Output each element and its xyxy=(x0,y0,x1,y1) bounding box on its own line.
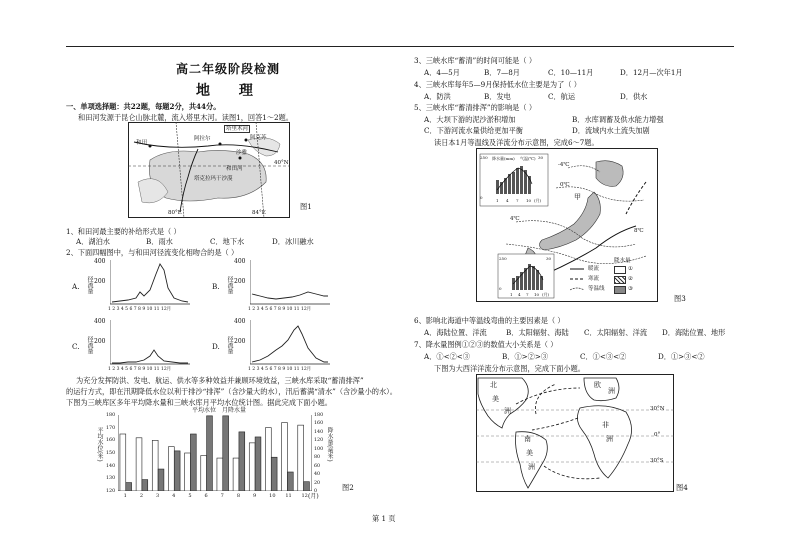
fig3-bottom-tick-min: 0 xyxy=(499,286,502,291)
q6-option-d[interactable]: D．海陆位置、地形 xyxy=(662,328,726,337)
fig2-chart-title: 平均水位 月降水量 xyxy=(192,407,247,414)
fig2-x-unit: (月) xyxy=(308,493,319,500)
q5-option-d[interactable]: D．流域内水土流失加剧 xyxy=(572,126,650,135)
q4-stem: 4、三峡水库每年5—9月保持低水位主要是为了（ ） xyxy=(414,80,581,89)
fig3-intro: 读日本1月等温线及洋流分布示意图，完成6～7题。 xyxy=(434,138,599,147)
place-label-alar: 阿拉尔 xyxy=(194,136,211,142)
q2-panel-c-ylabel: 径流量 xyxy=(86,336,93,354)
figure-1-label: 图1 xyxy=(300,202,312,211)
page-number: 第 1 页 xyxy=(372,514,396,523)
water-level-bar xyxy=(217,458,223,491)
legend-precip-symbol-2: ② xyxy=(628,276,633,282)
q5-option-b[interactable]: B．水库调蓄及供水能力增强 xyxy=(572,115,664,124)
fig3-top-x1: 1 xyxy=(496,198,499,203)
precipitation-bar xyxy=(174,451,180,491)
q7-option-a[interactable]: A．①<②<③ xyxy=(424,352,470,361)
precipitation-bar xyxy=(271,457,277,491)
q7-option-c[interactable]: C．①<③<② xyxy=(580,352,627,361)
fig3-top-tick-min: 0 xyxy=(480,195,483,200)
fig3-top-ylabel-left: 降水量(mm) xyxy=(492,156,515,161)
q2-panel-a-line xyxy=(112,264,188,302)
figure-2-label: 图2 xyxy=(342,483,354,492)
q3-option-d[interactable]: D．12月—次年1月 xyxy=(620,68,683,77)
fig2-right-tick: 100 xyxy=(314,446,324,452)
fig2-right-tick: 80 xyxy=(314,455,321,461)
fig3-top-rtick-max: 30 xyxy=(538,155,544,160)
lon-label-80: 80°E xyxy=(168,210,182,216)
precipitation-bar xyxy=(239,432,245,491)
place-label-aksu: 阿克苏 xyxy=(250,135,267,141)
precipitation-bar xyxy=(207,416,213,491)
q1-option-b[interactable]: B．雨水 xyxy=(146,237,173,246)
q3-stem: 3、三峡水库“蓄清”的时间可能是（ ） xyxy=(414,56,537,65)
temp-label-minus4: -4℃ xyxy=(558,162,570,168)
fig2-right-axis-label: 降水量(毫米) xyxy=(326,427,333,462)
q1-option-a[interactable]: A．湖泊水 xyxy=(76,237,110,246)
precipitation-bar xyxy=(158,469,164,491)
fig2-month-tick: 7 xyxy=(220,493,224,499)
continent-label-nan: 南 xyxy=(524,435,531,443)
passage-line-1: 为充分发挥防洪、发电、航运、供水等多种效益并兼顾环境效益，三峡水库采取“蓄清排浑” xyxy=(76,376,364,385)
q2-panel-b-xticks: 1 2 3 4 5 6 7 8 9 10 11 12月 xyxy=(248,307,312,312)
fig2-left-tick: 120 xyxy=(106,489,116,494)
q4-option-d[interactable]: D．供水 xyxy=(620,92,648,101)
q2-panel-a-letter: A. xyxy=(72,282,80,291)
water-level-bar xyxy=(152,440,158,491)
q2-panel-d-ylabel: 径流量 xyxy=(226,336,233,354)
q6-option-b[interactable]: B．太阳辐射、海陆 xyxy=(506,328,569,337)
lat-label-40: 40°N xyxy=(274,160,289,166)
fig2-right-tick: 140 xyxy=(314,429,324,435)
fig2-left-tick: 160 xyxy=(106,438,116,444)
hokkaido-shape xyxy=(596,161,623,187)
q6-option-a[interactable]: A．海陆位置、洋流 xyxy=(424,328,487,337)
fig2-left-tick: 150 xyxy=(106,451,116,456)
fig3-bottom-xunit: (月) xyxy=(542,292,550,297)
fig3-bottom-tick-max: 250 xyxy=(499,256,507,261)
legend-cold-current: 寒流 xyxy=(588,276,600,282)
q6-stem: 6、影响北海道中等温线弯曲的主要因素是（ ） xyxy=(414,316,565,325)
fig2-left-axis-label: 平均水位(米) xyxy=(96,427,103,462)
legend-precip-symbol-1: ① xyxy=(628,266,633,272)
fig3-bottom-x10: 10 xyxy=(534,292,540,297)
temp-label-0: 0℃ xyxy=(560,182,570,188)
q2-panel-c-line xyxy=(112,350,188,363)
temp-label-8: 8℃ xyxy=(634,228,644,234)
fig2-month-tick: 12 xyxy=(301,493,308,499)
lon-label-84: 84°E xyxy=(252,210,266,216)
precipitation-bar xyxy=(223,416,229,491)
fig3-top-x7: 7 xyxy=(516,198,519,203)
fig2-month-tick: 8 xyxy=(236,493,240,499)
q5-stem: 5、三峡水库“蓄清排浑”的影响是（ ） xyxy=(414,103,537,112)
fig3-top-x4: 4 xyxy=(506,198,509,203)
q2-panel-b-line xyxy=(252,292,328,299)
legend-warm-current: 暖流 xyxy=(588,266,600,272)
passage-line-3: 下图为三峡库区多年平均降水量和三峡水库月平均水位统计图。据此完成下面小题。 xyxy=(66,398,332,407)
fig2-left-tick: 170 xyxy=(106,425,116,431)
q7-option-b[interactable]: B．①>②>③ xyxy=(502,352,549,361)
q2-panel-c-letter: C. xyxy=(72,342,80,351)
fig2-month-tick: 4 xyxy=(172,493,176,499)
precipitation-bar xyxy=(287,472,293,491)
fig3-bottom-x1: 1 xyxy=(510,292,513,297)
fig4-intro: 下图为大西洋洋流分布示意图，完成下面小题。 xyxy=(434,364,585,373)
q2-panel-b-ymax: 400 xyxy=(234,258,246,265)
fig2-month-tick: 9 xyxy=(252,493,257,499)
q7-option-d[interactable]: D．①>③<② xyxy=(658,352,705,361)
water-level-bar xyxy=(265,428,271,491)
q2-stem: 2、下面四幅图中，与和田河径流变化相吻合的是（ ） xyxy=(66,248,239,257)
water-level-bar xyxy=(282,423,288,491)
q2-panel-b[interactable] xyxy=(212,258,332,314)
fig3-bottom-rtick-max: 30 xyxy=(546,256,552,261)
fig3-bottom-x4: 4 xyxy=(518,292,521,297)
fig2-right-tick: 20 xyxy=(314,480,321,486)
q4-option-b[interactable]: B．发电 xyxy=(484,92,511,101)
q1-option-d[interactable]: D．冰川融水 xyxy=(272,237,314,246)
q2-panel-a-xticks: 1 2 3 4 5 6 7 8 9 10 11 12月 xyxy=(108,307,172,312)
q4-option-c[interactable]: C．航运 xyxy=(548,92,576,101)
water-level-bar xyxy=(249,443,255,491)
q3-option-a[interactable]: A．4—5月 xyxy=(424,68,460,77)
section-intro: 和田河发源于昆仑山脉北麓，流入塔里木河。读图1，回答1～2题。 xyxy=(78,113,293,122)
q2-panel-c[interactable] xyxy=(72,318,192,374)
precipitation-bar xyxy=(126,483,132,491)
place-label-tarim-river: 塔里木河 xyxy=(226,126,249,132)
q1-option-c[interactable]: C．地下水 xyxy=(210,237,245,246)
exam-title: 高二年级阶段检测 xyxy=(176,62,281,76)
q2-panel-d-xticks: 1 2 3 4 5 6 7 8 9 10 11 12月 xyxy=(248,367,312,372)
fig2-right-tick: 160 xyxy=(314,421,324,427)
q2-panel-d-ymid: 200 xyxy=(234,338,246,345)
q2-panel-d-line xyxy=(252,326,328,362)
q2-panel-b-ymid: 200 xyxy=(234,278,246,285)
fig3-mini-chart-top xyxy=(494,160,536,196)
fig2-month-tick: 3 xyxy=(155,493,160,499)
continent-label-bei: 北 xyxy=(490,381,497,389)
fig2-month-tick: 1 xyxy=(123,493,127,499)
place-label-jia: 甲 xyxy=(574,193,581,201)
figure-4-label: 图4 xyxy=(676,483,688,492)
place-label-shaya: 沙雅 xyxy=(236,150,248,156)
figure-2-chart xyxy=(96,407,336,503)
lat-label-0: 0° xyxy=(654,432,661,438)
water-level-bar xyxy=(233,458,239,491)
legend-precip-swatch-3 xyxy=(614,286,626,294)
legend-precip-swatch-2 xyxy=(614,276,626,284)
water-level-bar xyxy=(136,438,142,491)
temp-label-4: 4℃ xyxy=(510,216,520,222)
figure-4-map xyxy=(476,374,674,492)
fig2-right-tick: 0 xyxy=(314,489,318,494)
figure-3-map xyxy=(476,148,658,302)
continent-label-mei-1: 美 xyxy=(492,395,499,403)
place-label-desert: 塔克拉玛干沙漠 xyxy=(194,176,233,182)
fig2-left-tick: 140 xyxy=(106,463,116,469)
header-rule xyxy=(66,46,734,47)
fig3-top-xunit: (月) xyxy=(534,198,542,203)
section-heading: 一、单项选择题：共22题，每题2分，共44分。 xyxy=(66,102,221,111)
place-label-hotan-river: 和田河 xyxy=(226,166,243,172)
q2-panel-b-ylabel: 径流量 xyxy=(226,276,233,294)
q2-panel-a[interactable] xyxy=(72,258,192,314)
q4-option-a[interactable]: A．防洪 xyxy=(424,92,451,101)
figure-1-map xyxy=(128,122,290,218)
q7-stem: 7、降水量图例①②③的数值大小关系是（ ） xyxy=(414,340,558,349)
continent-label-zhou-3: 洲 xyxy=(608,387,615,395)
water-level-bar xyxy=(120,434,126,491)
fig2-right-tick: 180 xyxy=(314,413,324,418)
fig3-bottom-x7: 7 xyxy=(526,292,529,297)
water-level-bar xyxy=(168,447,174,491)
q2-panel-d[interactable] xyxy=(212,318,332,374)
q5-option-c[interactable]: C．下游河流水量供给更加平衡 xyxy=(424,126,523,135)
continent-label-zhou-2: 洲 xyxy=(528,463,535,471)
q2-panel-a-ymid: 200 xyxy=(94,278,106,285)
q2-panel-d-ymax: 400 xyxy=(234,318,246,325)
water-level-bar xyxy=(298,425,304,491)
q3-option-c[interactable]: C．10—11月 xyxy=(548,68,594,77)
fig3-top-ylabel-right: 气温(℃) xyxy=(520,156,536,161)
q1-stem: 1、和田河最主要的补给形式是（ ） xyxy=(66,227,181,236)
fig2-plot-area xyxy=(118,415,312,491)
fig3-mini-chart-bottom xyxy=(510,260,546,290)
q2-panel-a-ymax: 400 xyxy=(94,258,106,265)
fig2-month-tick: 2 xyxy=(139,493,143,499)
q2-panel-d-letter: D. xyxy=(212,342,220,351)
fig3-top-x10: 10 xyxy=(526,198,532,203)
fig3-legend xyxy=(570,258,652,298)
passage-line-2: 的运行方式，即在汛期降低水位以利于排沙“排浑”（含沙量大的水），汛后蓄满“清水”（含沙量小的水）。 xyxy=(66,387,397,396)
continent-label-mei-2: 美 xyxy=(526,449,533,457)
fig3-legend-title: 降水量 xyxy=(614,258,631,264)
water-level-bar xyxy=(201,456,207,491)
figure-3-label: 图3 xyxy=(674,294,686,303)
legend-precip-symbol-3: ③ xyxy=(628,286,633,292)
q2-panel-c-ymax: 400 xyxy=(94,318,106,325)
legend-isotherm: 等温线 xyxy=(588,286,605,292)
q2-panel-b-letter: B. xyxy=(212,282,220,291)
continent-label-ou: 欧 xyxy=(594,381,601,389)
q2-panel-c-xticks: 1 2 3 4 5 6 7 8 9 10 11 12月 xyxy=(108,367,172,372)
fig2-right-tick: 120 xyxy=(314,438,324,444)
q3-option-b[interactable]: B．7—8月 xyxy=(484,68,520,77)
q2-panel-c-ymid: 200 xyxy=(94,338,106,345)
fig2-right-tick: 60 xyxy=(314,463,321,469)
water-level-bar xyxy=(185,453,191,491)
fig2-month-tick: 5 xyxy=(188,493,192,499)
fig3-top-tick-max: 250 xyxy=(480,155,488,160)
continent-label-zhou-4: 洲 xyxy=(606,435,613,443)
place-label-hotan: 和田 xyxy=(136,140,148,146)
lat-label-30s: 30°S xyxy=(650,458,664,464)
fig2-month-tick: 6 xyxy=(204,493,208,499)
fig2-left-tick: 180 xyxy=(106,413,116,418)
continent-label-fei: 非 xyxy=(602,421,609,429)
fig2-left-tick: 130 xyxy=(106,476,116,482)
subject-title: 地 理 xyxy=(196,83,265,99)
precipitation-bar xyxy=(304,482,310,491)
q5-option-a[interactable]: A．大坝下游的泥沙淤积增加 xyxy=(424,115,516,124)
q2-panel-a-ylabel: 径流量 xyxy=(86,276,93,294)
fig2-month-tick: 11 xyxy=(285,493,292,499)
fig2-month-tick: 10 xyxy=(269,493,276,499)
legend-precip-swatch-1 xyxy=(614,266,626,274)
lat-label-30n: 30°N xyxy=(650,406,665,412)
fig2-right-tick: 40 xyxy=(314,472,321,478)
continent-label-zhou-1: 洲 xyxy=(504,407,511,415)
precipitation-bar xyxy=(142,480,148,491)
q6-option-c[interactable]: C．太阳辐射、洋流 xyxy=(584,328,648,337)
precipitation-bar xyxy=(255,437,261,491)
precipitation-bar xyxy=(190,434,196,491)
